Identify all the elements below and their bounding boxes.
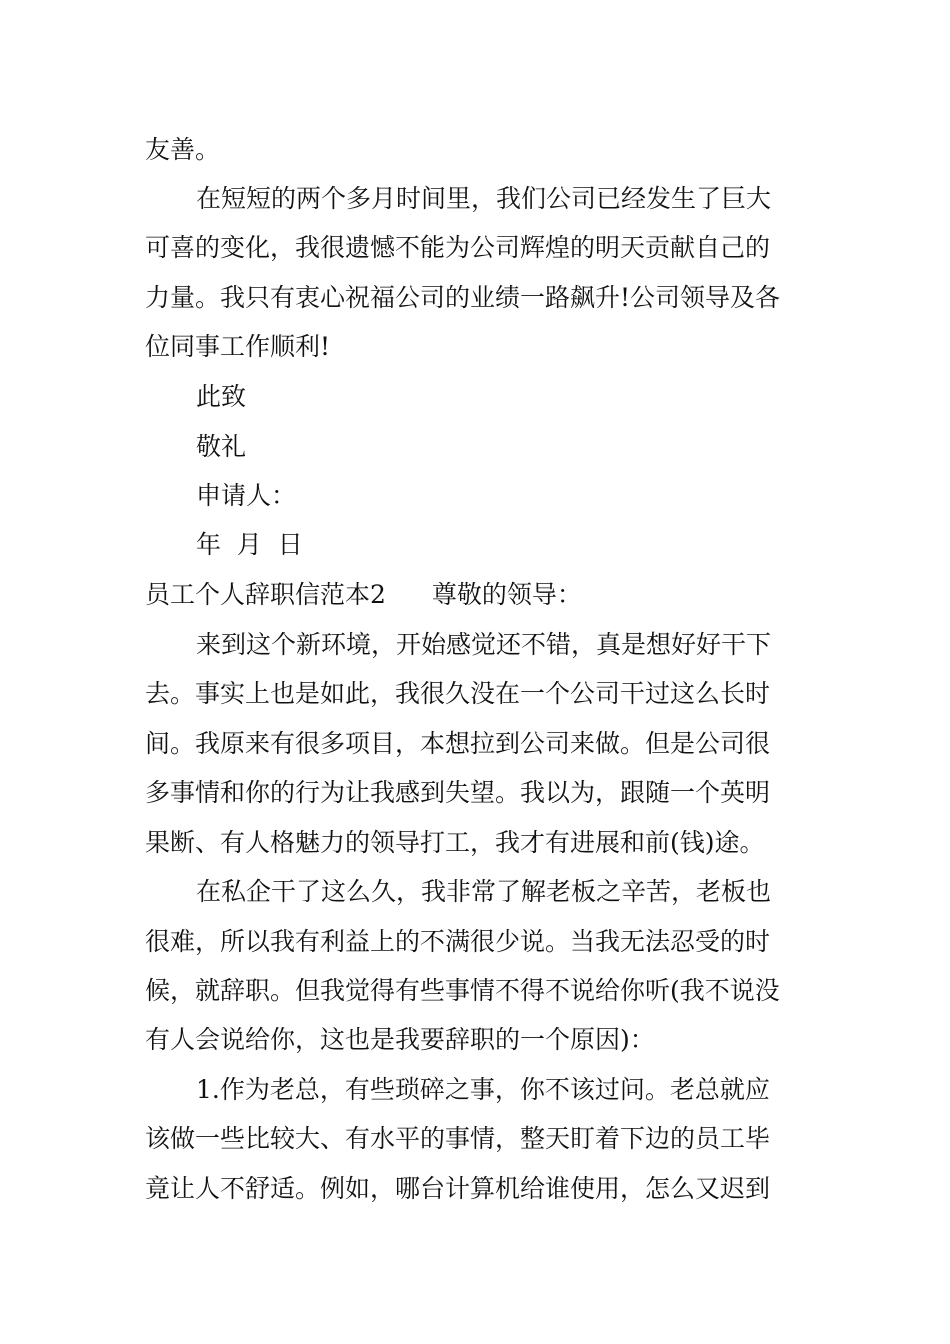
text-line: 该做一些比较大、有水平的事情，整天盯着下边的员工毕	[145, 1124, 771, 1153]
closing-line: 此致	[196, 382, 247, 411]
closing-regards: 敬礼	[196, 432, 247, 461]
text-line: 位同事工作顺利!	[145, 332, 331, 361]
text-line: 很难，所以我有利益上的不满很少说。当我无法忍受的时	[145, 927, 771, 956]
text-line: 果断、有人格魅力的领导打工，我才有进展和前(钱)途。	[145, 828, 765, 857]
heading-title: 员工个人辞职信范本2	[145, 580, 386, 609]
text-line: 力量。我只有衷心祝福公司的业绩一路飙升!公司领导及各	[145, 283, 781, 312]
text-line: 候，就辞职。但我觉得有些事情不得不说给你听(我不说没	[145, 976, 780, 1005]
paragraph-start: 来到这个新环境，开始感觉还不错，真是想好好干下	[196, 630, 772, 659]
list-item-start: 1.作为老总，有些琐碎之事，你不该过问。老总就应	[196, 1075, 770, 1104]
text-line: 去。事实上也是如此，我很久没在一个公司干过这么长时	[145, 679, 771, 708]
paragraph-start: 在短短的两个多月时间里，我们公司已经发生了巨大	[196, 184, 772, 213]
text-line: 有人会说给你，这也是我要辞职的一个原因)：	[145, 1025, 655, 1054]
text-line: 友善。	[145, 135, 221, 164]
text-line: 可喜的变化，我很遗憾不能为公司辉煌的明天贡献自己的	[145, 233, 771, 262]
paragraph-start: 在私企干了这么久，我非常了解老板之辛苦，老板也	[196, 877, 772, 906]
applicant-label: 申请人：	[196, 481, 297, 510]
text-line: 间。我原来有很多项目，本想拉到公司来做。但是公司很	[145, 729, 771, 758]
heading-salutation: 尊敬的领导：	[431, 580, 582, 609]
date-line: 年 月 日	[196, 530, 303, 559]
text-line: 竟让人不舒适。例如，哪台计算机给谁使用，怎么又迟到	[145, 1174, 771, 1203]
text-line: 多事情和你的行为让我感到失望。我以为，跟随一个英明	[145, 778, 771, 807]
letter-heading	[145, 576, 810, 614]
